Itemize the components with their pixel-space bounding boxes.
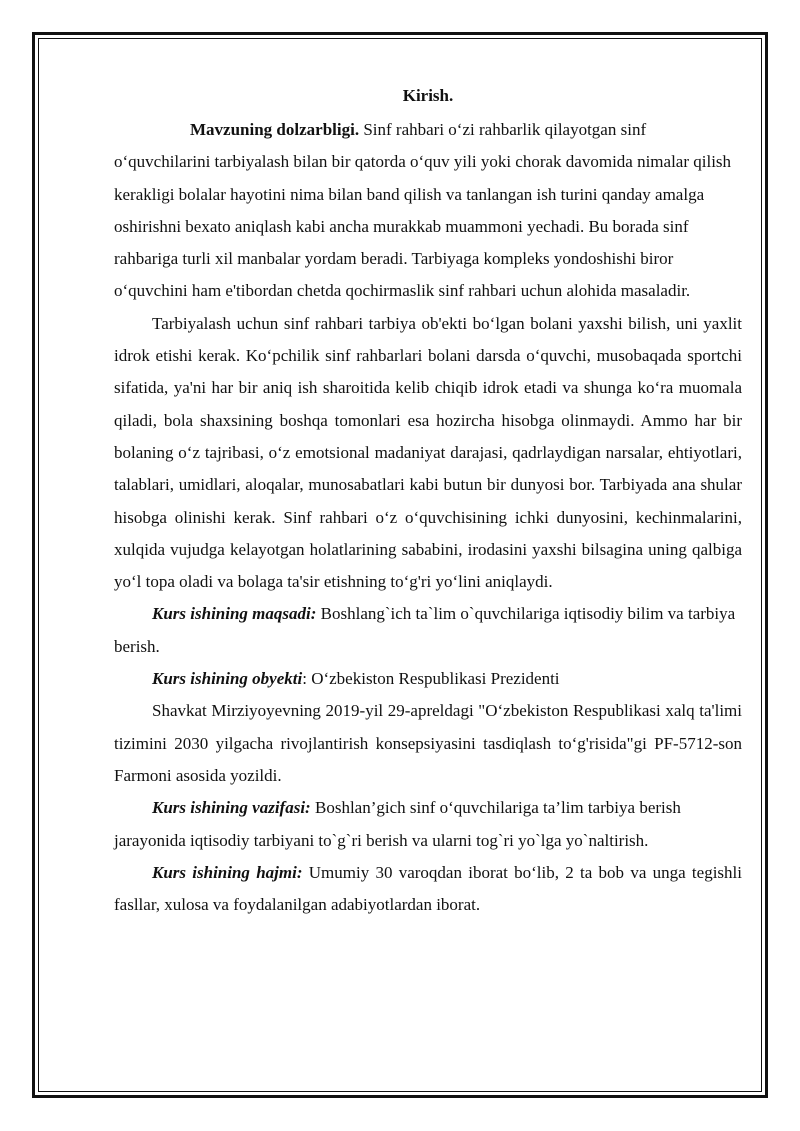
paragraph-lead: Kurs ishining obyekti xyxy=(152,669,303,689)
document-title: Kirish. xyxy=(402,86,454,105)
paragraph-volume xyxy=(114,857,742,922)
document-body xyxy=(114,80,742,921)
paragraph-lead: Kurs ishining hajmi: xyxy=(152,862,303,882)
paragraph-tasks xyxy=(114,792,742,857)
paragraph-text: Sinf rahbari o‘zi rahbarlik qilayotgan sinf o‘quvchilarini tarbiyalash bilan bir qatorda o‘quv yili yoki chorak davomida nimalar qilish kerakligi bolalar hayotini nima bilan band qilish va tanlangan ish turini qanday amalga oshirishni bexato aniqlash kabi ancha murakkab muammoni yechadi. Bu borada sinf rahbariga turli xil manbalar yordam beradi. Tarbiyaga kompleks yondoshishi biror o‘quvchini ham e'tibordan chetda qochirmaslik sinf rahbari uchun alohida masaladir. xyxy=(114,120,732,301)
paragraph-text: Boshlang`ich ta`lim o`quvchilariga iqtisodiy bilim va tarbiya berish. xyxy=(114,604,736,656)
paragraph-lead: Mavzuning dolzarbligi. xyxy=(190,120,360,139)
paragraph-lead: Kurs ishining maqsadi: xyxy=(152,604,317,624)
paragraph-object xyxy=(114,663,742,695)
paragraph-text: : O‘zbekiston Respublikasi Prezidenti xyxy=(302,669,560,689)
paragraph-goal xyxy=(114,598,742,663)
paragraph-lead: Kurs ishining vazifasi: xyxy=(152,798,311,818)
paragraph-text: Umumiy 30 varoqdan iborat bo‘lib, 2 ta bob va unga tegishli fasllar, xulosa va foydalanilgan adabiyotlardan iborat. xyxy=(114,862,742,915)
paragraph-decree: Shavkat Mirziyoyevning 2019-yil 29-apreldagi "O‘zbekiston Respublikasi xalq ta'limi tizimini 2030 yilgacha rivojlantirish konsepsiyasini tasdiqlash to‘g'risida"gi PF-5712-son Farmoni asosida yozildi. xyxy=(114,701,742,785)
paragraph-text: Boshlan’gich sinf o‘quvchilariga ta’lim tarbiya berish jarayonida iqtisodiy tarbiyani to`g`ri berish va ularni tog`ri yo`lga yo`naltirish. xyxy=(114,798,681,850)
paragraph-upbringing: Tarbiyalash uchun sinf rahbari tarbiya ob'ekti bo‘lgan bolani yaxshi bilish, uni yaxlit idrok etishi kerak. Ko‘pchilik sinf rahbarlari bolani darsda o‘quvchi, musobaqada sportchi sifatida, ya'ni har bir aniq ish sharoitida kelib chiqib idrok etadi va shunga ko‘ra muomala qiladi, bola shaxsining boshqa tomonlari esa hozircha hisobga olinmaydi. Ammo har bir bolaning o‘z tajribasi, o‘z emotsional madaniyat darajasi, qadrlaydigan narsalar, ehtiyotlari, talablari, umidlari, aloqalar, munosabatlari kabi butun bir dunyosi bor. Tarbiyada ana shular hisobga olinishi kerak. Sinf rahbari o‘z o‘quvchisining ichki dunyosini, kechinmalarini, xulqida vujudga kelayotgan holatlarining sababini, irodasini yaxshi bilsagina uning qalbiga yo‘l topa oladi va bolaga ta'sir etishning to‘g'ri yo‘lini aniqlaydi. xyxy=(114,313,742,592)
paragraph-relevance xyxy=(114,114,742,308)
